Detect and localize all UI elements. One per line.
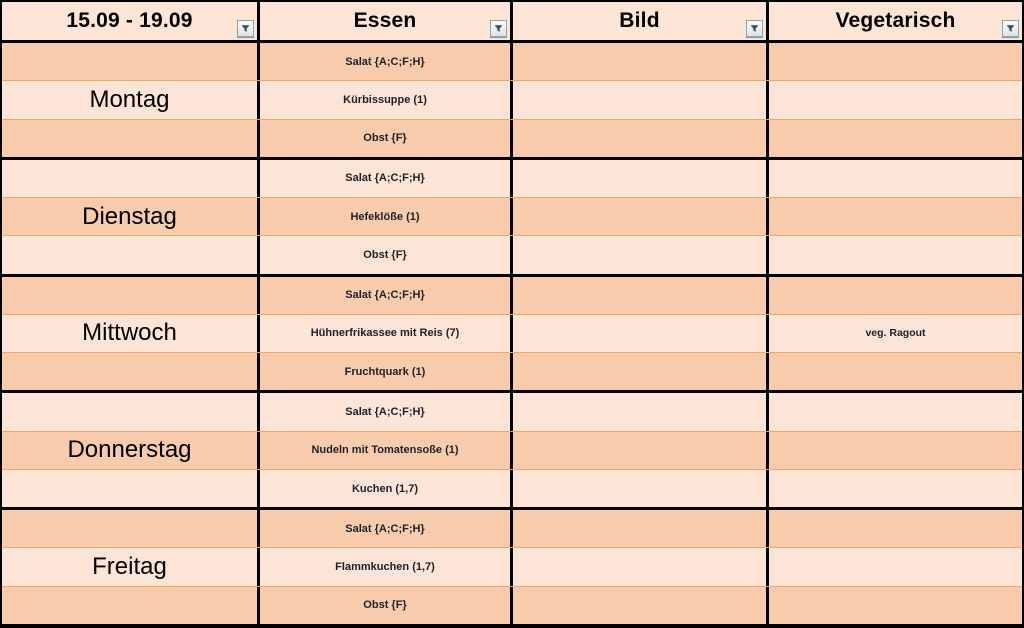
meal-text: Salat {A;C;F;H} bbox=[345, 172, 425, 185]
bild-cell[interactable] bbox=[513, 432, 769, 469]
table-row bbox=[2, 119, 1022, 157]
vegetarisch-cell[interactable] bbox=[769, 236, 1022, 273]
day-label: Dienstag bbox=[82, 202, 177, 230]
vegetarisch-cell[interactable] bbox=[769, 198, 1022, 235]
vegetarisch-cell[interactable] bbox=[769, 470, 1022, 507]
day-block-dienstag bbox=[2, 157, 1022, 274]
day-block-donnerstag bbox=[2, 390, 1022, 507]
vegetarisch-cell[interactable] bbox=[769, 510, 1022, 547]
essen-cell[interactable] bbox=[260, 198, 513, 235]
table-row bbox=[2, 469, 1022, 507]
bild-cell[interactable] bbox=[513, 120, 769, 157]
vegetarisch-cell[interactable] bbox=[769, 432, 1022, 469]
day-cell[interactable] bbox=[2, 160, 260, 197]
table-row bbox=[2, 235, 1022, 273]
essen-cell[interactable] bbox=[260, 548, 513, 585]
header-row bbox=[2, 2, 1022, 43]
day-cell[interactable] bbox=[2, 548, 260, 585]
meal-text: Hefeklöße (1) bbox=[350, 210, 420, 223]
filter-dropdown-icon bbox=[1006, 24, 1015, 33]
essen-cell[interactable] bbox=[260, 160, 513, 197]
bild-cell[interactable] bbox=[513, 587, 769, 624]
bild-cell[interactable] bbox=[513, 353, 769, 390]
essen-cell[interactable] bbox=[260, 277, 513, 314]
vegetarisch-cell[interactable] bbox=[769, 587, 1022, 624]
meal-text: Fruchtquark (1) bbox=[344, 365, 426, 378]
bild-cell[interactable] bbox=[513, 160, 769, 197]
vegetarisch-cell[interactable] bbox=[769, 353, 1022, 390]
day-cell[interactable] bbox=[2, 315, 260, 352]
day-cell[interactable] bbox=[2, 236, 260, 273]
day-label: Montag bbox=[89, 85, 170, 113]
filter-dropdown-icon bbox=[750, 24, 759, 33]
filter-button[interactable] bbox=[237, 20, 254, 37]
vegetarisch-cell[interactable] bbox=[769, 315, 1022, 352]
vegetarisch-cell[interactable] bbox=[769, 160, 1022, 197]
day-cell[interactable] bbox=[2, 432, 260, 469]
meal-text: Kuchen (1,7) bbox=[351, 482, 418, 495]
filter-dropdown-icon bbox=[241, 24, 250, 33]
vegetarisch-header-label: Vegetarisch bbox=[835, 9, 956, 32]
bild-cell[interactable] bbox=[513, 43, 769, 80]
day-cell[interactable] bbox=[2, 587, 260, 624]
bild-cell[interactable] bbox=[513, 236, 769, 273]
day-cell[interactable] bbox=[2, 510, 260, 547]
meal-text: Salat {A;C;F;H} bbox=[345, 406, 425, 419]
day-cell[interactable] bbox=[2, 81, 260, 118]
day-label: Donnerstag bbox=[67, 436, 192, 464]
meal-text: Salat {A;C;F;H} bbox=[345, 289, 425, 302]
meal-text: Obst {F} bbox=[363, 132, 407, 145]
bild-cell[interactable] bbox=[513, 277, 769, 314]
meal-text: Flammkuchen (1,7) bbox=[335, 561, 435, 574]
bild-cell[interactable] bbox=[513, 470, 769, 507]
week-range-label: 15.09 - 19.09 bbox=[66, 9, 193, 32]
day-cell[interactable] bbox=[2, 43, 260, 80]
meal-text: Obst {F} bbox=[363, 248, 407, 261]
meal-text: Salat {A;C;F;H} bbox=[345, 522, 425, 535]
vegetarisch-cell[interactable] bbox=[769, 43, 1022, 80]
table-row bbox=[2, 80, 1022, 118]
bild-cell[interactable] bbox=[513, 198, 769, 235]
essen-cell[interactable] bbox=[260, 587, 513, 624]
essen-cell[interactable] bbox=[260, 353, 513, 390]
meal-text: Nudeln mit Tomatensoße (1) bbox=[311, 444, 459, 457]
essen-cell[interactable] bbox=[260, 432, 513, 469]
day-cell[interactable] bbox=[2, 393, 260, 430]
day-block-mittwoch bbox=[2, 274, 1022, 391]
table-row bbox=[2, 393, 1022, 430]
vegetarisch-cell[interactable] bbox=[769, 393, 1022, 430]
vegetarisch-cell[interactable] bbox=[769, 548, 1022, 585]
bild-header-label: Bild bbox=[619, 9, 660, 32]
bild-cell[interactable] bbox=[513, 548, 769, 585]
day-cell[interactable] bbox=[2, 470, 260, 507]
bild-cell[interactable] bbox=[513, 81, 769, 118]
essen-header-label: Essen bbox=[353, 9, 417, 32]
table-row bbox=[2, 277, 1022, 314]
day-cell[interactable] bbox=[2, 277, 260, 314]
essen-cell[interactable] bbox=[260, 120, 513, 157]
day-cell[interactable] bbox=[2, 120, 260, 157]
day-cell[interactable] bbox=[2, 198, 260, 235]
essen-cell[interactable] bbox=[260, 393, 513, 430]
filter-dropdown-icon bbox=[494, 24, 503, 33]
essen-cell[interactable] bbox=[260, 81, 513, 118]
day-label: Mittwoch bbox=[82, 319, 177, 347]
meal-text: Obst {F} bbox=[363, 599, 407, 612]
vegetarisch-cell[interactable] bbox=[769, 120, 1022, 157]
header-cell-week-range[interactable] bbox=[2, 2, 260, 40]
meal-text: Kürbissuppe (1) bbox=[343, 93, 427, 106]
header-cell-bild[interactable] bbox=[513, 2, 769, 40]
table-row bbox=[2, 197, 1022, 235]
header-cell-essen[interactable] bbox=[260, 2, 513, 40]
essen-cell[interactable] bbox=[260, 315, 513, 352]
meal-text: Salat {A;C;F;H} bbox=[345, 55, 425, 68]
table-row bbox=[2, 547, 1022, 585]
bild-cell[interactable] bbox=[513, 510, 769, 547]
meal-text: Hühnerfrikassee mit Reis (7) bbox=[310, 327, 460, 340]
table-row bbox=[2, 510, 1022, 547]
essen-cell[interactable] bbox=[260, 236, 513, 273]
day-cell[interactable] bbox=[2, 353, 260, 390]
table-row bbox=[2, 586, 1022, 624]
bild-cell[interactable] bbox=[513, 393, 769, 430]
table-row bbox=[2, 352, 1022, 390]
table-row bbox=[2, 431, 1022, 469]
veg-option-text: veg. Ragout bbox=[865, 327, 926, 340]
vegetarisch-cell[interactable] bbox=[769, 81, 1022, 118]
header-cell-vegetarisch[interactable] bbox=[769, 2, 1022, 40]
vegetarisch-cell[interactable] bbox=[769, 277, 1022, 314]
table-row bbox=[2, 314, 1022, 352]
day-block-freitag bbox=[2, 507, 1022, 624]
filter-button[interactable] bbox=[490, 20, 507, 37]
day-label: Freitag bbox=[92, 553, 167, 581]
day-block-montag bbox=[2, 43, 1022, 157]
essen-cell[interactable] bbox=[260, 43, 513, 80]
bild-cell[interactable] bbox=[513, 315, 769, 352]
filter-button[interactable] bbox=[1002, 20, 1019, 37]
table-row bbox=[2, 160, 1022, 197]
essen-cell[interactable] bbox=[260, 470, 513, 507]
table-row bbox=[2, 43, 1022, 80]
filter-button[interactable] bbox=[746, 20, 763, 37]
essen-cell[interactable] bbox=[260, 510, 513, 547]
